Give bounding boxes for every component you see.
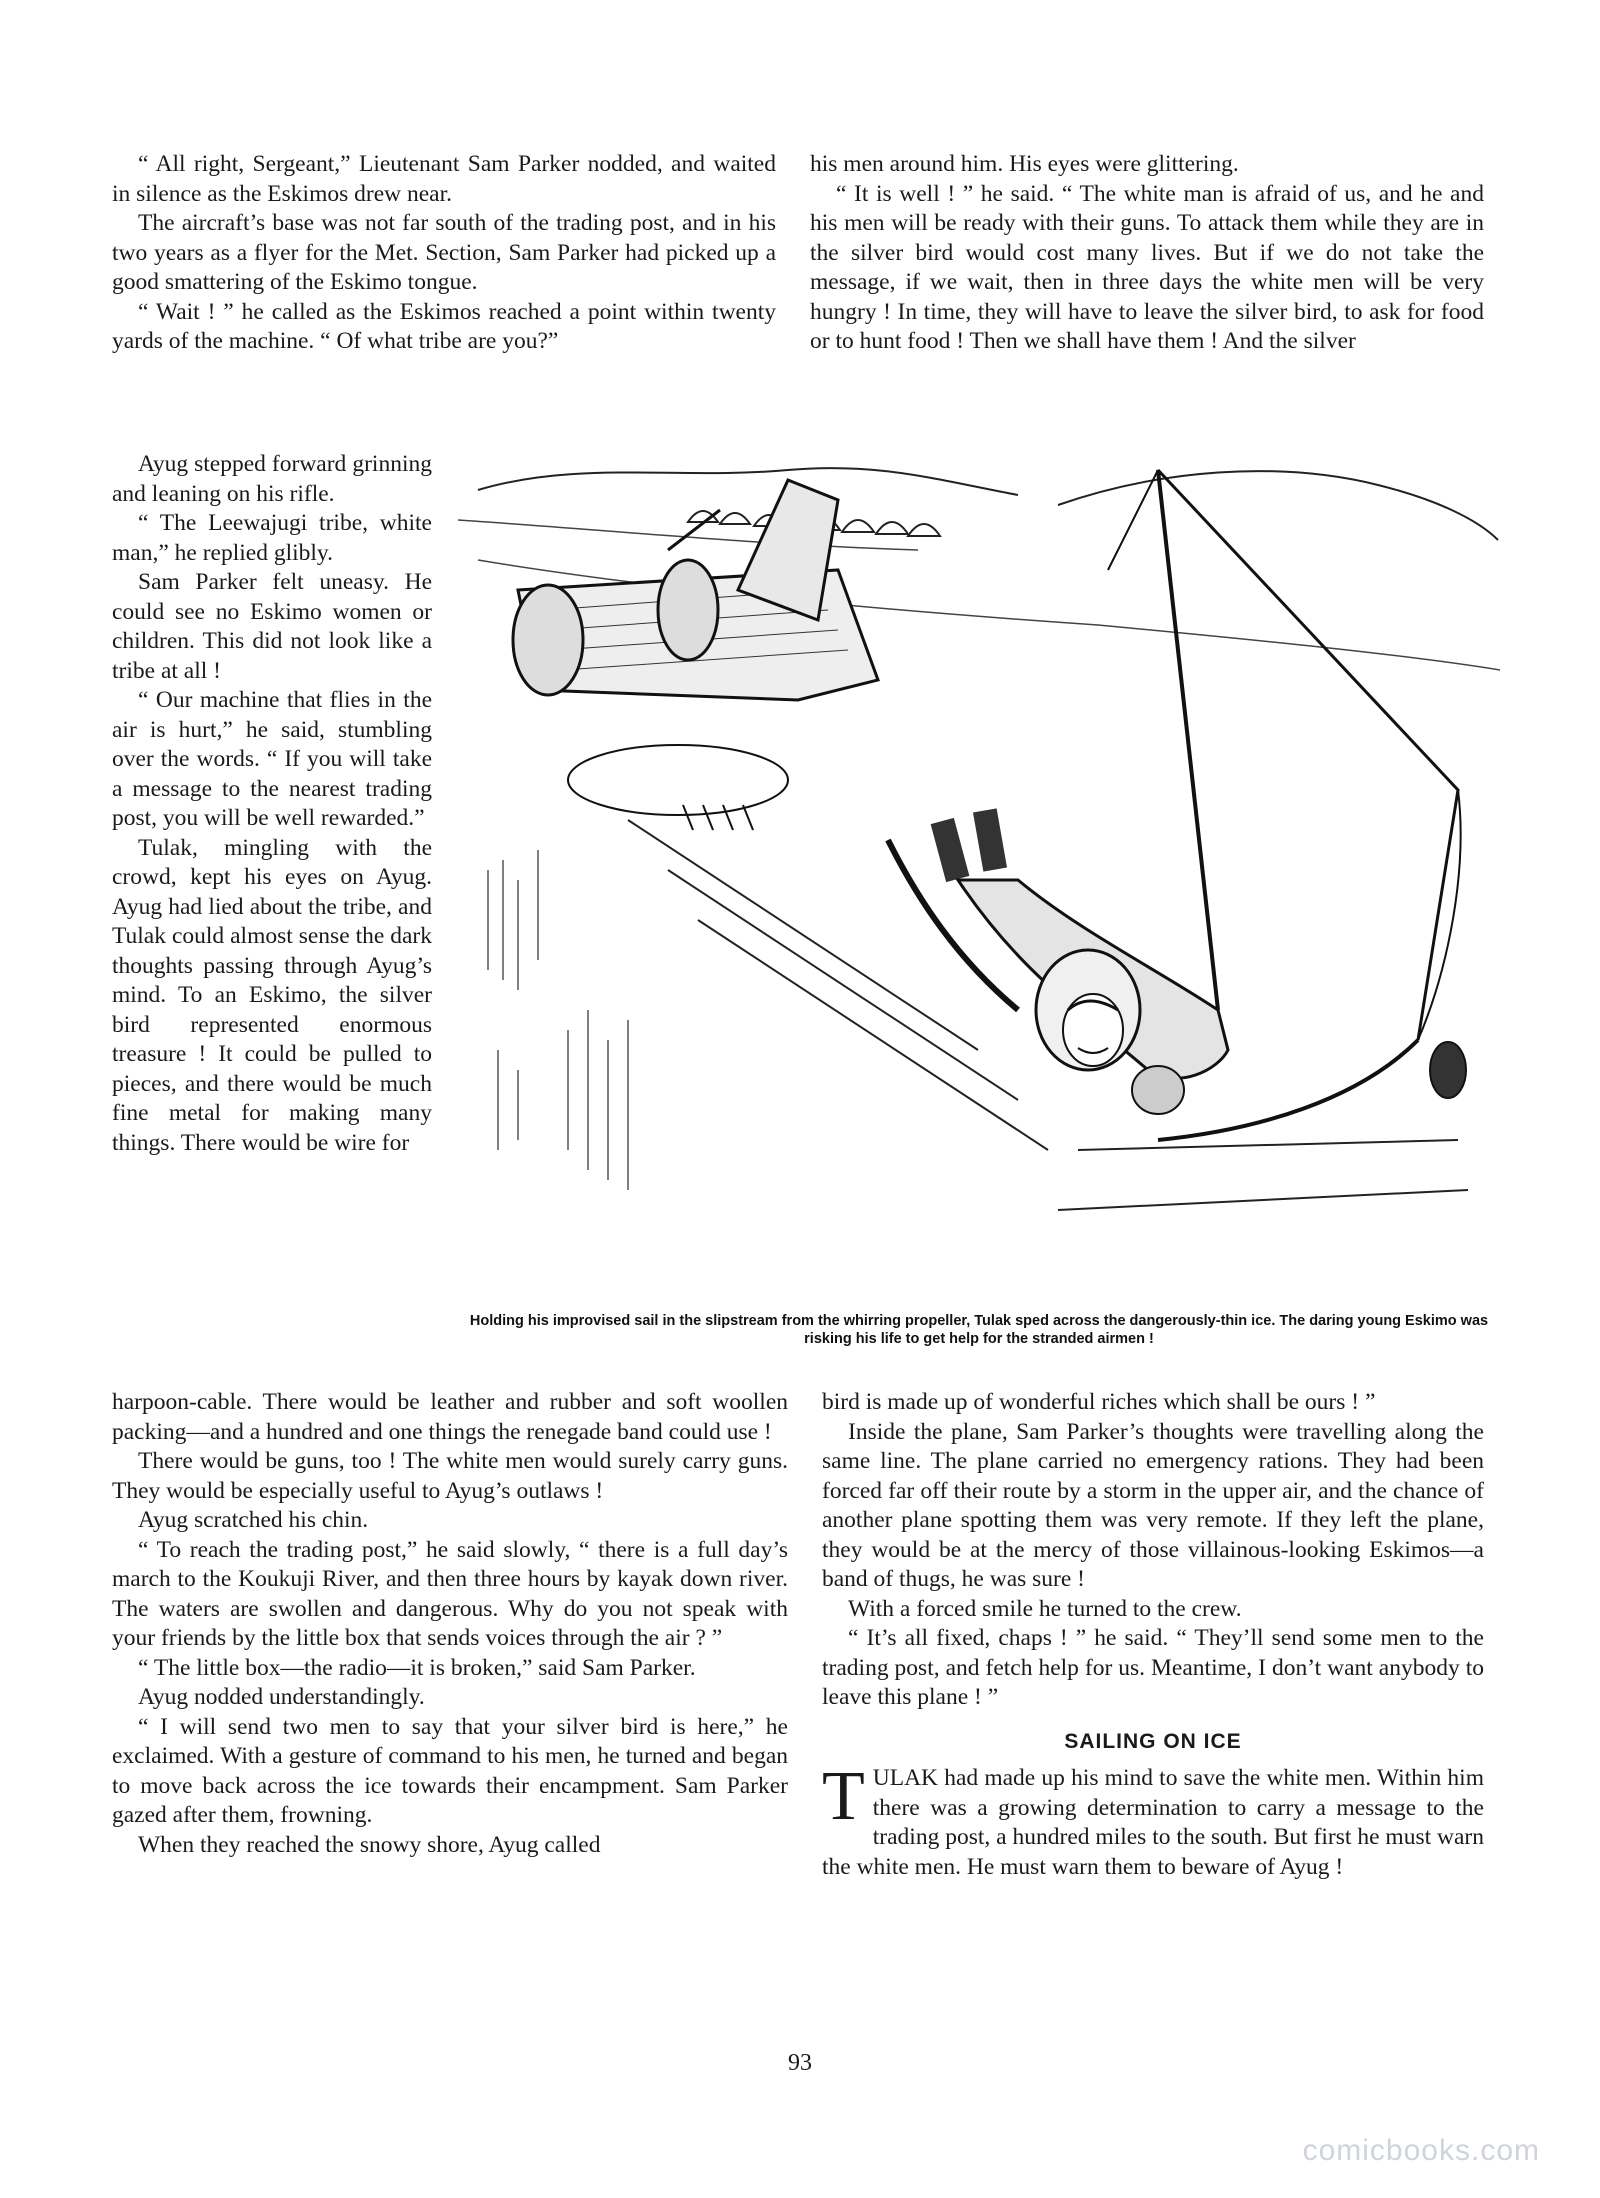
illustration-caption: Holding his improvised sail in the slipstream from the whirring propeller, Tulak sped across the dangerously-thin ice. The daring young Eskimo was risking his life to get help for the stranded airmen ! [469,1313,1489,1347]
paragraph: Inside the plane, Sam Parker’s thoughts were travelling along the same line. The plane carried no emergency rations. They had been forced far off their route by a storm in the upper air, and the chance of another plane spotting them was very remote. If they left the plane, they would be at the mercy of those villainous-looking Eskimos—a band of thugs, he was sure ! [822,1418,1484,1592]
paragraph: his men around him. His eyes were glittering. [810,151,1239,177]
paragraph: Tulak, mingling with the crowd, kept his eyes on Ayug. Ayug had lied about the tribe, and Tulak could almost sense the dark thoughts passing through Ayug’s mind. To an Eskimo, the silver bird represented enormous treasure ! It could be pulled to pieces, and there would be much fine metal for making many things. There would be wire for [112,834,432,1156]
paragraph: “ All right, Sergeant,” Lieutenant Sam Parker nodded, and waited in silence as the Eskimos drew near. [112,151,776,207]
dropcap-paragraph-text: ULAK had made up his mind to save the white men. Within him there was a growing determination to carry a message to the trading post, a hundred miles to the south. But first he must warn the white men. He must warn them to beware of Ayug ! [822,1765,1484,1880]
paragraph: “ I will send two men to say that your silver bird is here,” he exclaimed. With a gesture of command to his men, he turned and began to move back across the ice towards their encampment. Sam Parker gazed after them, frowning. [112,1713,788,1828]
paragraph: bird is made up of wonderful riches which shall be ours ! ” [822,1389,1376,1415]
paragraph: “ It’s all fixed, chaps ! ” he said. “ They’ll send some men to the trading post, and fetch help for us. Meantime, I don’t want anybody to leave this plane ! ” [822,1625,1484,1710]
paragraph: Ayug stepped forward grinning and leaning on his rifle. [112,451,432,507]
story-column-left-bottom [112,1388,788,1860]
story-column-right-bottom [822,1388,1484,1882]
paragraph: Ayug scratched his chin. [138,1507,369,1533]
paragraph: “ It is well ! ” he said. “ The white man is afraid of us, and he and his men will be ready with their guns. To attack them while they are in the silver bird would cost many lives. But if we do not take the message, if we wait, then in three days the white men will be very hungry ! In time, they will have to leave the silver bird, to ask for food or to hunt food ! Then we shall have them ! And the silver [810,180,1484,354]
paragraph: Sam Parker felt uneasy. He could see no Eskimo women or children. This did not look like a tribe at all ! [112,569,432,684]
watermark: comicbooks.com [1302,2134,1540,2167]
story-column-narrow [112,450,432,1158]
story-column-right-top [810,150,1484,357]
paragraph: harpoon-cable. There would be leather and rubber and soft woollen packing—and a hundred and one things the renegade band could use ! [112,1389,788,1445]
paragraph: “ Wait ! ” he called as the Eskimos reached a point within twenty yards of the machine. “ Of what tribe are you?” [112,298,776,354]
section-heading: SAILING ON ICE [1064,1729,1242,1753]
paragraph: There would be guns, too ! The white men would surely carry guns. They would be especially useful to Ayug’s outlaws ! [112,1448,788,1504]
dropcap-paragraph [822,1758,1484,1882]
paragraph: When they reached the snowy shore, Ayug called [138,1831,601,1858]
paragraph: “ The little box—the radio—it is broken,” said Sam Parker. [138,1654,696,1681]
paragraph: The aircraft’s base was not far south of the trading post, and in his two years as a flyer for the Met. Section, Sam Parker had picked up a good smattering of the Eskimo tongue. [112,210,776,295]
dropcap-letter: T [822,1758,865,1835]
paragraph: With a forced smile he turned to the crew. [848,1595,1242,1622]
story-column-left-top [112,150,776,357]
illustration-tulak-ice-sailing [458,450,1500,1305]
page-number: 93 [788,2050,812,2076]
paragraph: “ Our machine that flies in the air is hurt,” he said, stumbling over the words. “ If you will take a message to the nearest trading post, you will be well rewarded.” [112,687,432,831]
paragraph: “ The Leewajugi tribe, white man,” he replied glibly. [112,510,432,566]
paragraph: Ayug nodded understandingly. [138,1684,425,1710]
paragraph: “ To reach the trading post,” he said slowly, “ there is a full day’s march to the Koukuji River, and then three hours by kayak down river. The waters are swollen and dangerous. Why do you not speak with your friends by the little box that sends voices through the air ? ” [112,1536,788,1651]
